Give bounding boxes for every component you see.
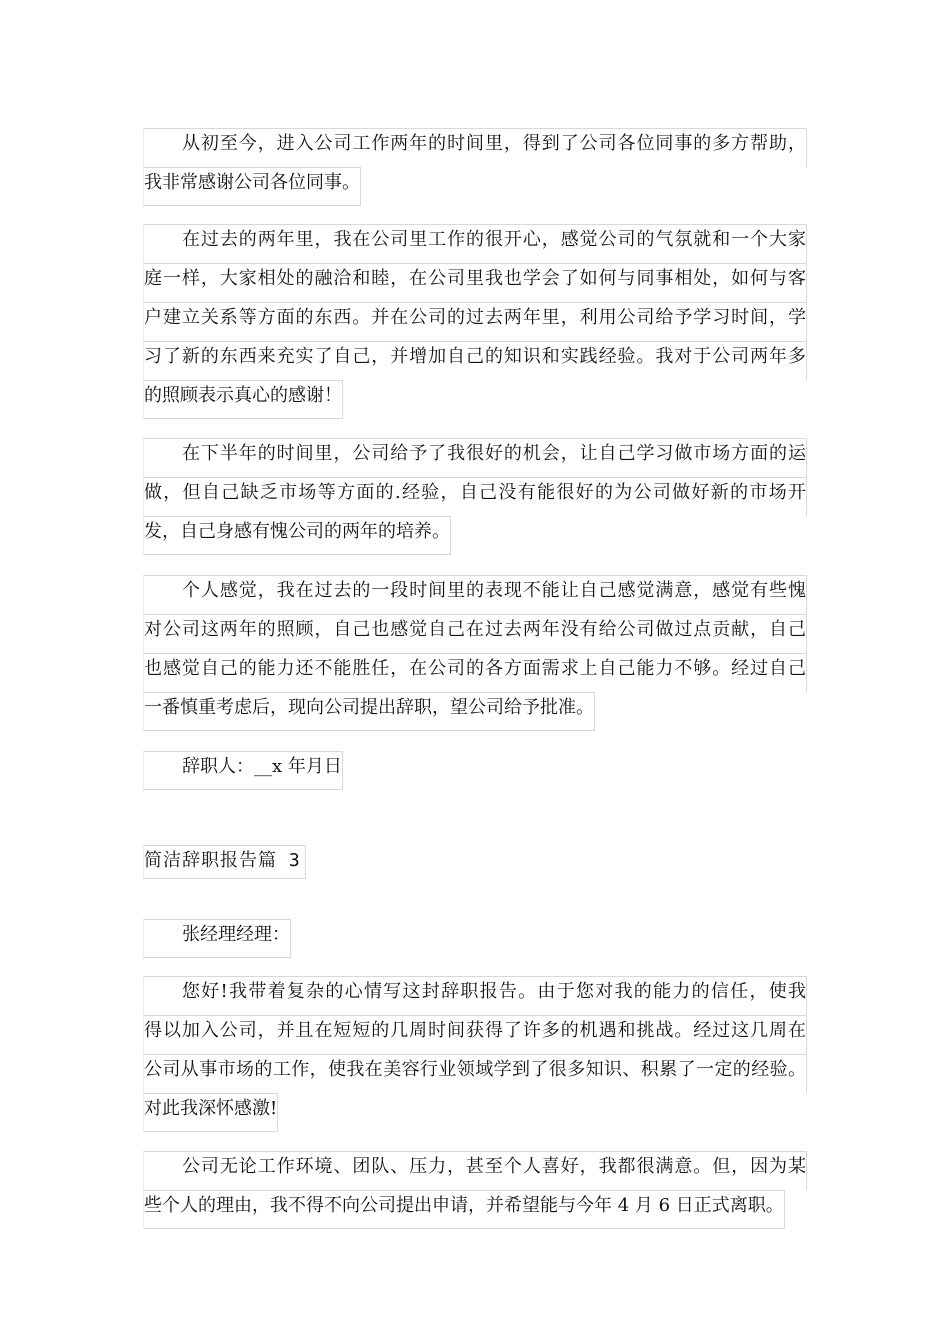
text-line: 发，自己身感有愧公司的两年的培养。: [143, 516, 451, 555]
text-line: 的照顾表示真心的感谢！: [143, 380, 343, 419]
paragraph-gratitude: [143, 224, 807, 423]
text-line: 您好!我带着复杂的心情写这封辞职报告。由于您对我的能力的信任，使我: [143, 976, 807, 1015]
paragraph-second-half: [143, 438, 807, 559]
text-line: 对公司这两年的照顾，自己也感觉自己在过去两年没有给公司做过点贡献，自己: [143, 614, 807, 653]
text-line: 也感觉自己的能力还不能胜任，在公司的各方面需求上自己能力不够。经过自己: [143, 653, 807, 692]
paragraph-greeting: [143, 976, 807, 1136]
salutation: [143, 919, 807, 962]
paragraph-departure-request: [143, 1151, 807, 1233]
text-line: 对此我深怀感激!: [143, 1093, 278, 1132]
text-line: 做，但自己缺乏市场等方面的.经验，自己没有能很好的为公司做好新的市场开: [143, 477, 807, 516]
text-line: 庭一样，大家相处的融洽和睦，在公司里我也学会了如何与同事相处，如何与客: [143, 263, 807, 302]
text-line: 得以加入公司，并且在短短的几周时间获得了许多的机遇和挑战。经过这几周在: [143, 1015, 807, 1054]
text-line: 在下半年的时间里，公司给予了我很好的机会，让自己学习做市场方面的运: [143, 438, 807, 477]
text-line: 一番慎重考虑后，现向公司提出辞职，望公司给予批准。: [143, 692, 595, 731]
paragraph-intro: [143, 128, 807, 210]
text-line: 习了新的东西来充实了自己，并增加自己的知识和实践经验。我对于公司两年多: [143, 341, 807, 380]
text-line: 我非常感谢公司各位同事。: [143, 167, 361, 206]
text-line: 些个人的理由，我不得不向公司提出申请，并希望能与今年 4 月 6 日正式离职。: [143, 1190, 785, 1229]
text-line: 户建立关系等方面的东西。并在公司的过去两年里，利用公司给予学习时间，学: [143, 302, 807, 341]
text-line: 公司从事市场的工作，使我在美容行业领域学到了很多知识、积累了一定的经验。: [143, 1054, 807, 1093]
text-line: 从初至今，进入公司工作两年的时间里，得到了公司各位同事的多方帮助，: [143, 128, 807, 167]
text-line: 个人感觉，我在过去的一段时间里的表现不能让自己感觉满意，感觉有些愧: [143, 575, 807, 614]
section-heading: 简洁辞职报告篇 3: [143, 845, 306, 879]
signature-block: [143, 751, 807, 794]
text-line: 公司无论工作环境、团队、压力，甚至个人喜好，我都很满意。但，因为某: [143, 1151, 807, 1190]
signature-line: 辞职人：__x 年月日: [143, 751, 343, 790]
salutation-line: 张经理经理：: [143, 919, 291, 958]
paragraph-resignation-reason: [143, 575, 807, 735]
text-line: 在过去的两年里，我在公司里工作的很开心，感觉公司的气氛就和一个大家: [143, 224, 807, 263]
